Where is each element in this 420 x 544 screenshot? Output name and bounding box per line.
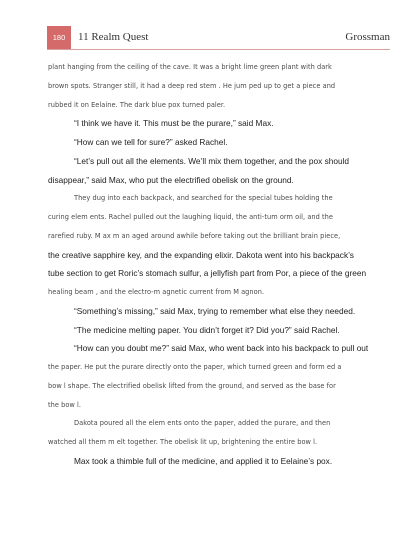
header-divider (47, 49, 390, 50)
text-line: “Let’s pull out all the elements. We’ll mix them together, and the pox should (74, 155, 350, 166)
text-line: Max took a thimble full of the medicine, and applied it to Eelaine’s pox. (74, 455, 333, 466)
text-line: the paper. He put the purare directly onto the paper, which turned green and form ed a (48, 363, 342, 371)
text-line: watched all them m elt together. The obelisk lit up, brightening the entire bow l. (48, 438, 318, 446)
text-line: plant hanging from the ceiling of the cave. It was a bright lime green plant with dark (48, 63, 332, 71)
text-line: “Something’s missing,” said Max, trying to remember what else they needed. (74, 305, 356, 316)
book-title: 11 Realm Quest (78, 31, 149, 43)
text-line: Dakota poured all the elem ents onto the paper, added the purare, and then (74, 419, 331, 428)
text-line: They dug into each backpack, and searched for the special tubes holding the (74, 194, 333, 203)
text-line: the bow l. (48, 400, 82, 409)
text-line: tube section to get Roric’s stomach sulfur, a jellyfish part from Por, a piece of the green (48, 268, 367, 279)
text-line: “The medicine melting paper. You didn’t forget it? Did you?” said Rachel. (74, 324, 340, 335)
text-line: healing beam , and the electro-m agnetic current from M agnon. (48, 288, 265, 296)
text-line: the creative sapphire key, and the expanding elixir. Dakota went into his backpack’s (48, 249, 354, 260)
text-line: rarefied ruby. M ax m an aged around awhile before taking out the brilliant brain piece, (48, 231, 341, 240)
text-line: bow l shape. The electrified obelisk lifted from the ground, and served as the base for (48, 381, 336, 390)
text-line: rubbed it on Eelaine. The dark blue pox turned paler. (48, 100, 226, 109)
text-line: “How can we tell for sure?” asked Rachel. (74, 137, 228, 147)
body-text (48, 58, 386, 471)
text-line: disappear,” said Max, who put the electrified obelisk on the ground. (48, 174, 294, 185)
text-line: “How can you doubt me?” said Max, who went back into his backpack to pull out (74, 343, 369, 354)
page-header (0, 0, 420, 52)
page-number-badge: 180 (47, 26, 71, 50)
text-line: “I think we have it. This must be the purare,” said Max. (74, 118, 274, 129)
text-line: curing elem ents. Rachel pulled out the laughing liquid, the anti-tum orm oil, and the (48, 213, 333, 221)
text-line: brown spots. Stranger still, it had a deep red stem . He jum ped up to get a piece and (48, 81, 336, 90)
author-name: Grossman (345, 31, 390, 43)
